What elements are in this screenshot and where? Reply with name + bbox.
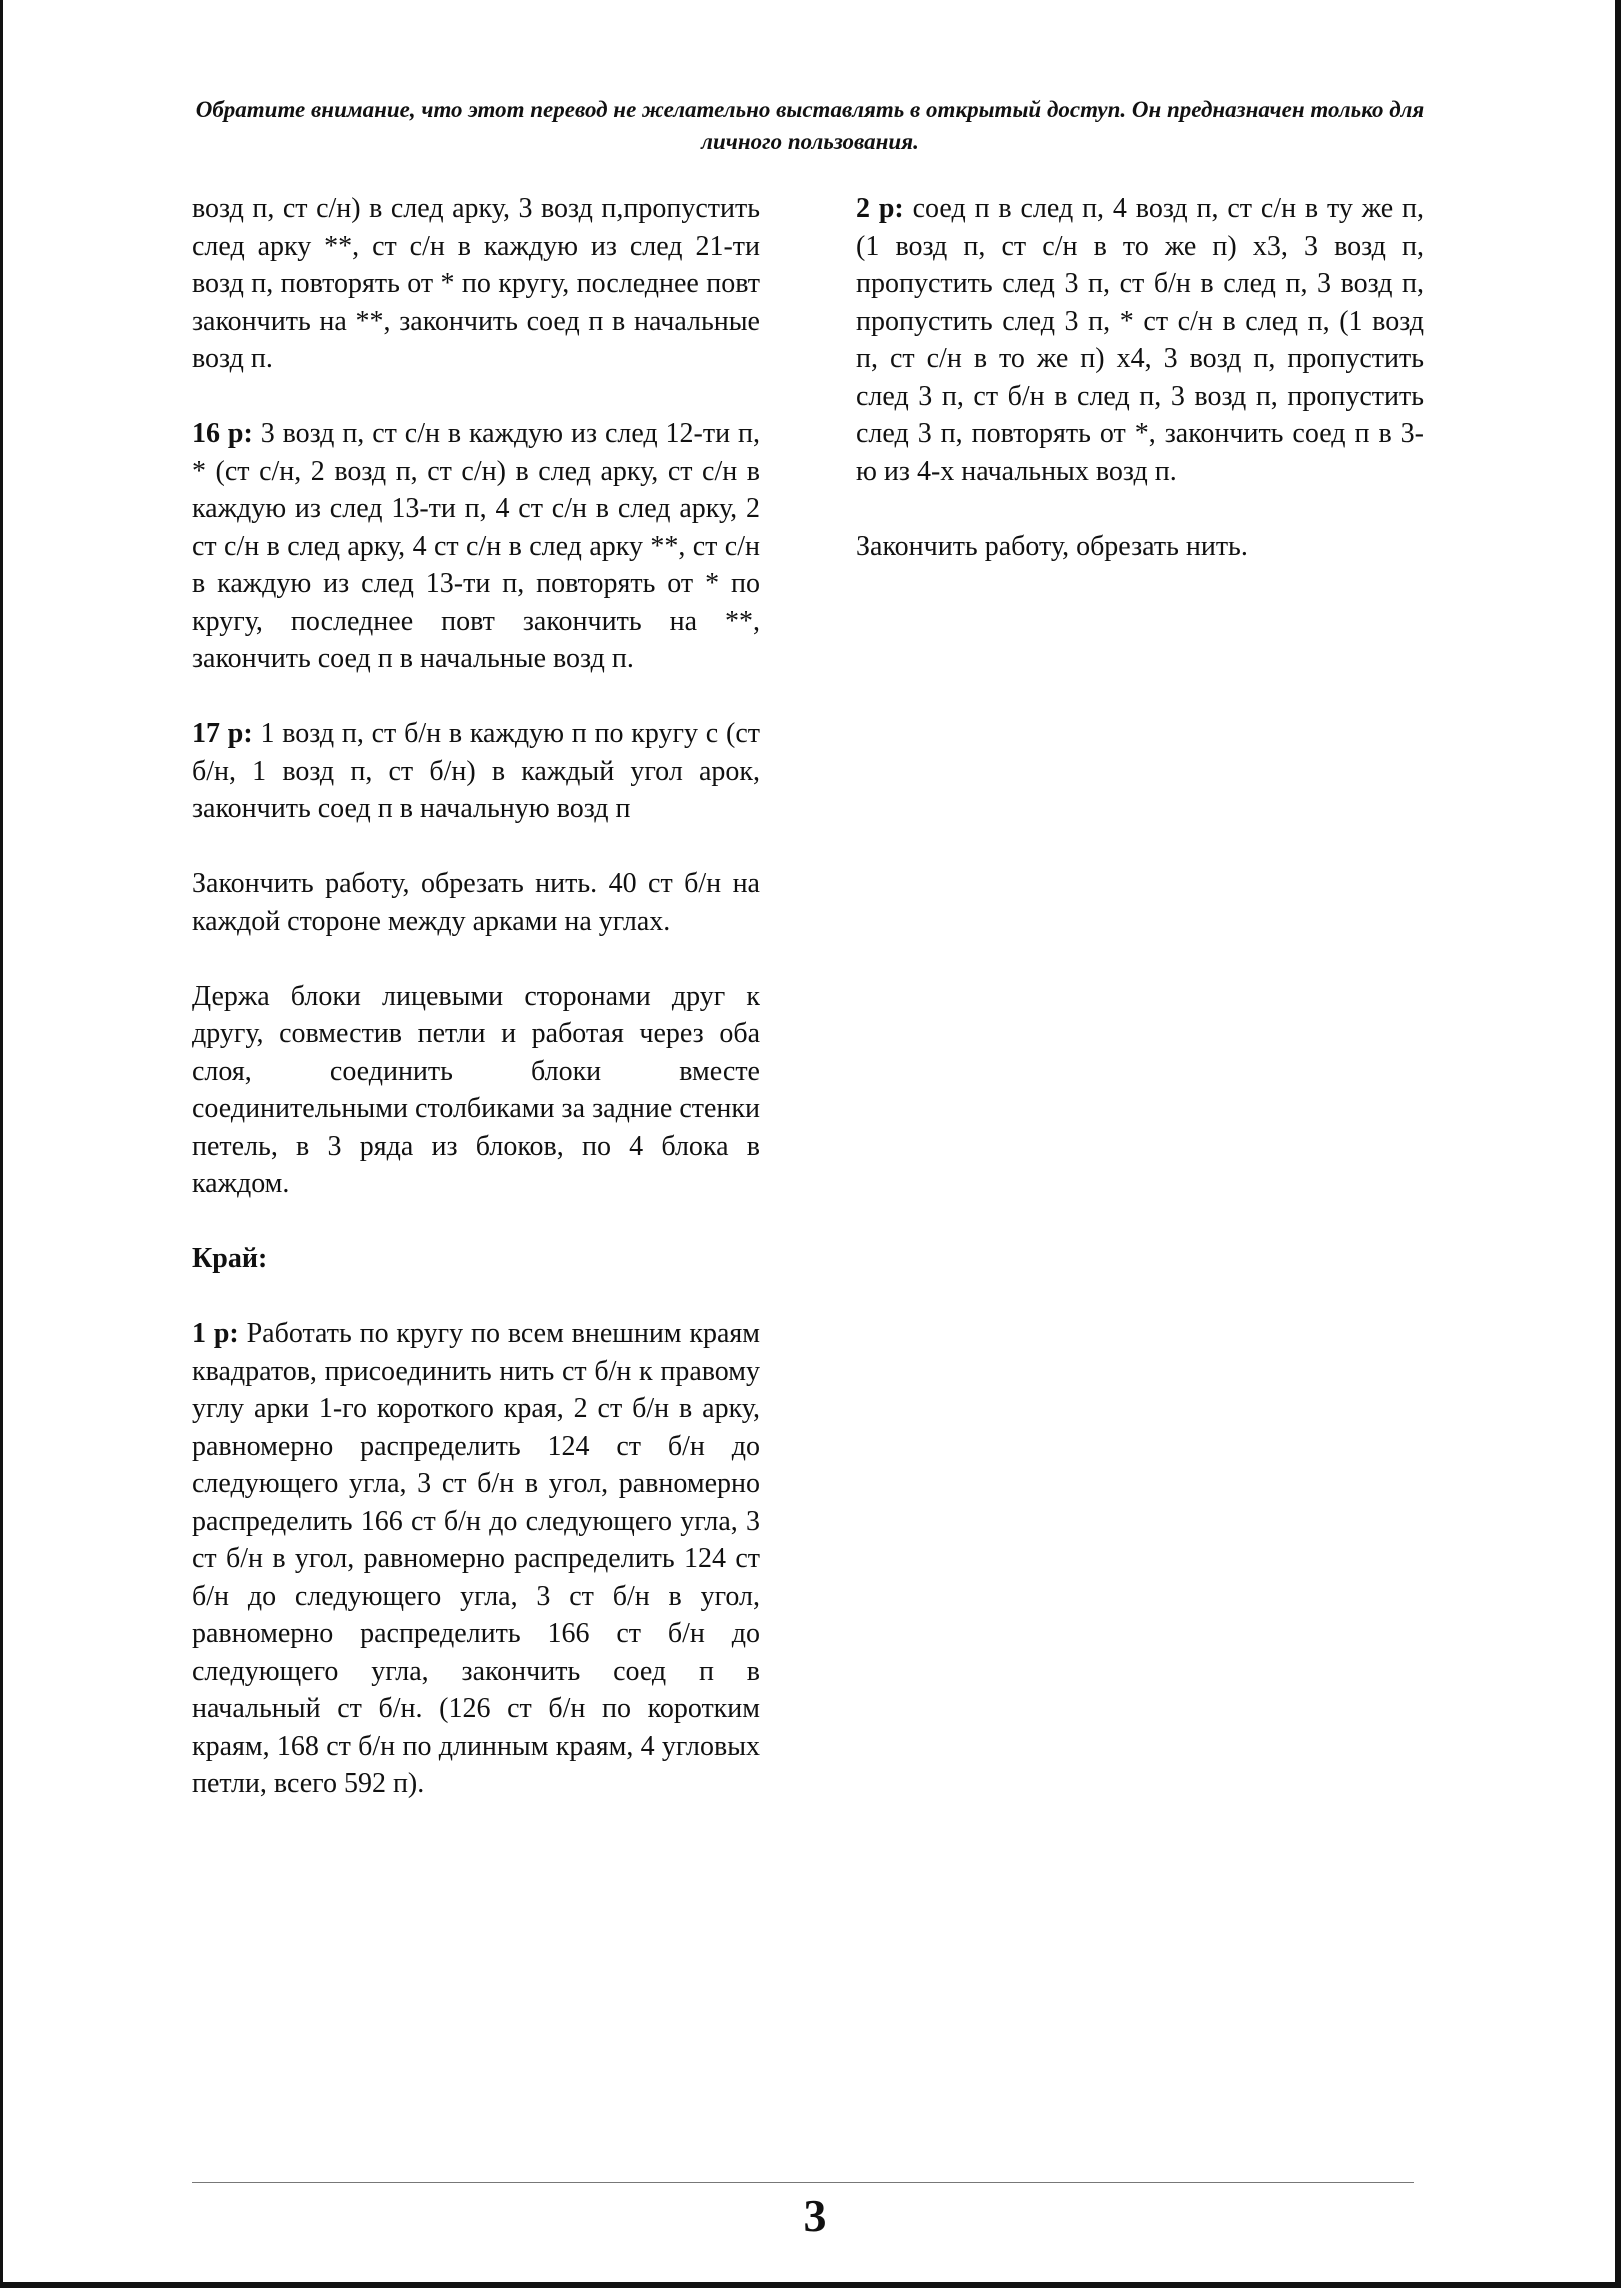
page-number: 3 bbox=[803, 2190, 827, 2241]
row-17 bbox=[192, 715, 760, 828]
right-column bbox=[856, 190, 1424, 603]
page-border-left bbox=[0, 0, 3, 2288]
edge-row-2-text: соед п в след п, 4 возд п, ст с/н в ту же п, (1 возд п, ст с/н в то же п) х3, 3 возд п, пропустить след 3 п, ст б/н в след п, 3 возд п, пропустить след 3 п, * ст с/н в след п, (1 возд п, ст с/н в то же п) х4, 3 возд п, пропустить след 3 п, ст б/н в след п, 3 возд п, пропустить след 3 п, повторять от *, закончить соед п в 3-ю из 4-х начальных возд п. bbox=[856, 193, 1424, 487]
header-notice: Обратите внимание, что этот перевод не желательно выставлять в открытый доступ. Он предназначен только для личного пользования. bbox=[195, 97, 1425, 154]
page-border-right bbox=[1615, 0, 1621, 2288]
finish-work-paragraph: Закончить работу, обрезать нить. bbox=[856, 530, 1248, 562]
edge-row-2-label: 2 р: bbox=[856, 193, 904, 224]
edge-row-1-text: Работать по кругу по всем внешним краям квадратов, присоединить нить ст б/н к правому углу арки 1-го короткого края, 2 ст б/н в арку, равномерно распределить 124 ст б/н до следующего угла, 3 ст б/н в угол, равномерно распределить 166 ст б/н до следующего угла, 3 ст б/н в угол, равномерно распределить 124 ст б/н до следующего угла, 3 ст б/н в угол, равномерно распределить 166 ст б/н до следующего угла, закончить соед п в начальный ст б/н. (126 ст б/н по коротким краям, 168 ст б/н по длинным краям, 4 угловых петли, всего 592 п). bbox=[192, 1318, 760, 1799]
row-16 bbox=[192, 415, 760, 678]
footer-divider bbox=[192, 2182, 1414, 2183]
joining-paragraph: Держа блоки лицевыми сторонами друг к другу, совместив петли и работая через оба слоя, соединить блоки вместе соединительными столбиками за задние стенки петель, в 3 ряда из блоков, по 4 блока в каждом. bbox=[192, 980, 760, 1199]
edge-row-2 bbox=[856, 190, 1424, 490]
edge-row-1 bbox=[192, 1315, 760, 1803]
edge-heading: Край: bbox=[192, 1243, 268, 1274]
page-border-bottom bbox=[0, 2282, 1621, 2288]
row-17-label: 17 р: bbox=[192, 718, 253, 749]
finish-block-paragraph: Закончить работу, обрезать нить. 40 ст б/н на каждой стороне между арками на углах. bbox=[192, 868, 760, 937]
row-17-text: 1 возд п, ст б/н в каждую п по кругу с (ст б/н, 1 возд п, ст б/н) в каждый угол арок, закончить соед п в начальную возд п bbox=[192, 718, 760, 824]
row-16-text: 3 возд п, ст с/н в каждую из след 12-ти п, * (ст с/н, 2 возд п, ст с/н) в след арку, ст с/н в каждую из след 13-ти п, 4 ст с/н в след арку, 2 ст с/н в след арку, 4 ст с/н в след арку **, ст с/н в каждую из след 13-ти п, повторять от * по кругу, последнее повт закончить на **, закончить соед п в начальные возд п. bbox=[192, 418, 760, 674]
edge-row-1-label: 1 р: bbox=[192, 1318, 239, 1349]
row-15-continuation: возд п, ст с/н) в след арку, 3 возд п,пропустить след арку **, ст с/н в каждую из след 21-ти возд п, повторять от * по кругу, последнее повт закончить на **, закончить соед п в начальные возд п. bbox=[192, 193, 760, 374]
left-column bbox=[192, 190, 760, 1840]
row-16-label: 16 р: bbox=[192, 418, 253, 449]
